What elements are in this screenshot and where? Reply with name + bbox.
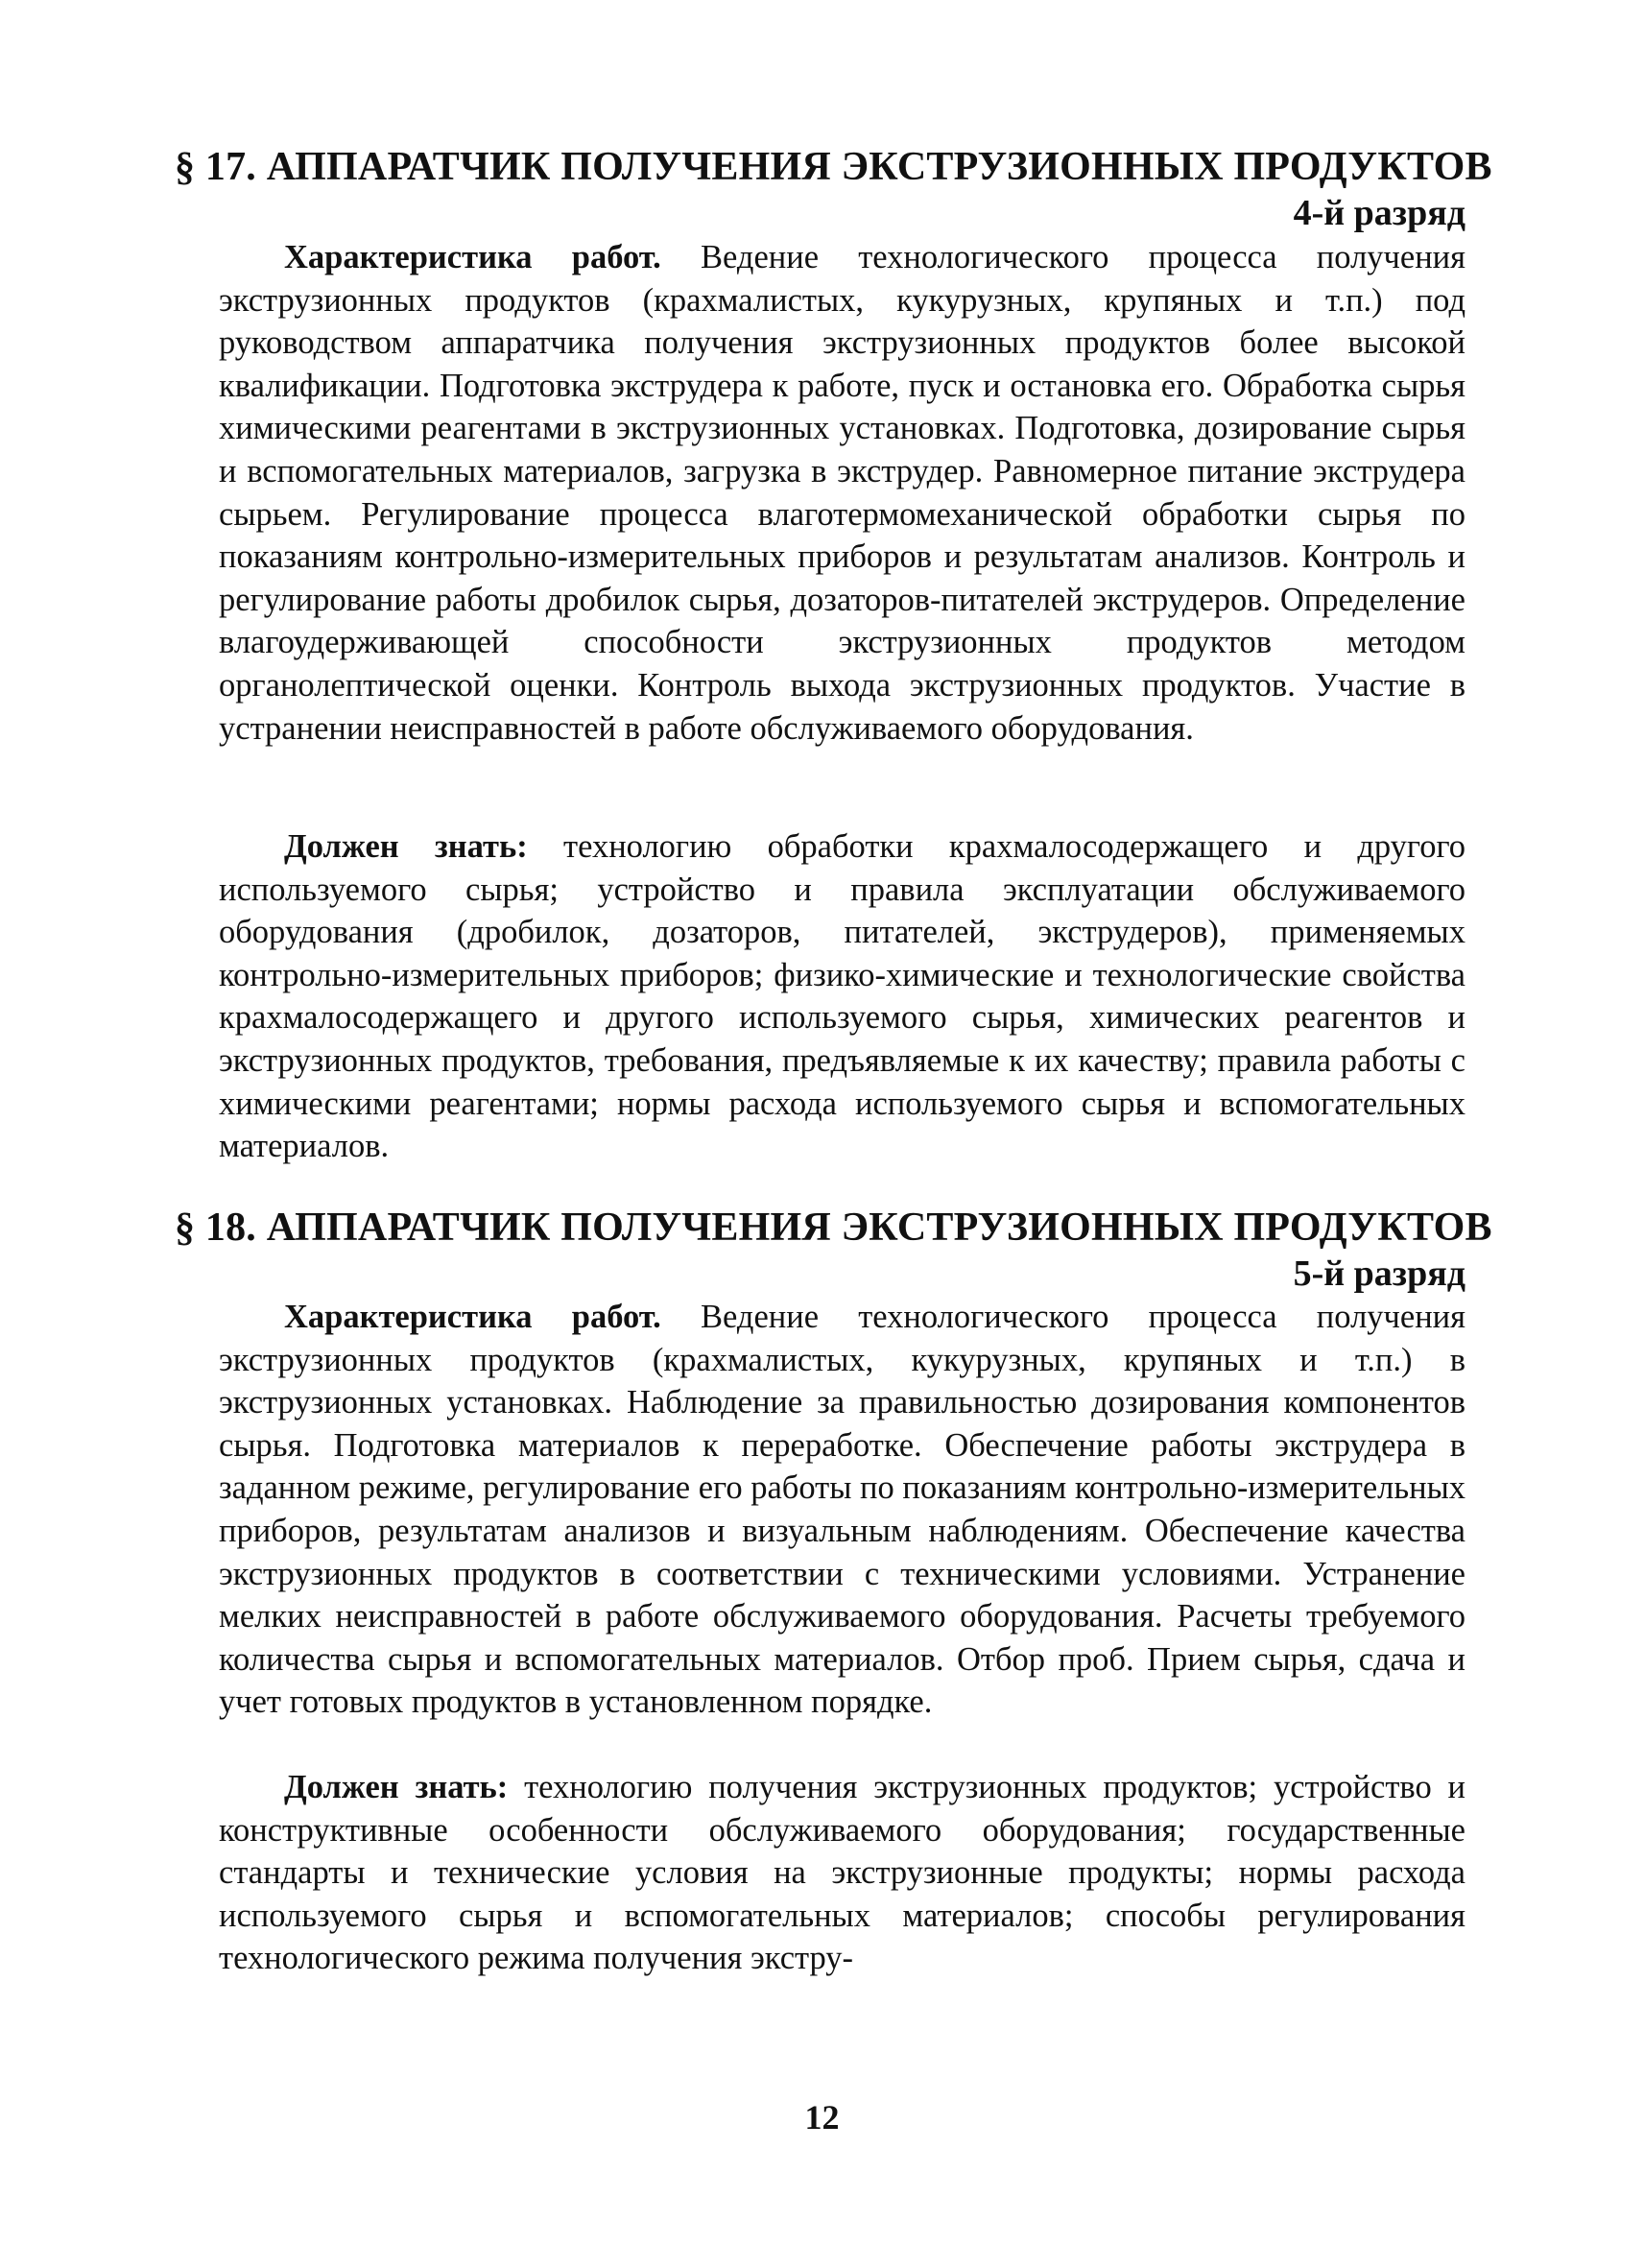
section-17-know-lead: Должен знать: xyxy=(284,828,528,865)
section-17-work-text: Ведение технологического процесса получения экструзионных продуктов (крахмалистых, кукурузных, крупяных и т.п.) под руководством аппаратчика получения экструзионных продуктов более высокой квалификации. Подготовка экструдера к работе, пуск и остановка его. Обработка сырья химическими реагентами в экструзионных установках. Подготовка, дозирование сырья и вспомогательных материалов, загрузка в экструдер. Равномерное питание экструдера сырьем. Регулирование процесса влаготермомеханической обработки сырья по показаниям контрольно-измерительных приборов и результатам анализов. Контроль и регулирование работы дробилок сырья, дозаторов-питателей экструдеров. Определение влагоудерживающей способности экструзионных продуктов методом органолептической оценки. Контроль выхода экструзионных продуктов. Участие в устранении неисправностей в работе обслуживаемого оборудования. xyxy=(219,239,1465,747)
section-18-knowledge xyxy=(219,1766,1465,1980)
section-18-work-text: Ведение технологического процесса получения экструзионных продуктов (крахмалистых, кукурузных, крупяных и т.п.) в экструзионных установках. Наблюдение за правильностью дозирования компонентов сырья. Подготовка материалов к переработке. Обеспечение работы экструдера в заданном режиме, регулирование его работы по показаниям контрольно-измерительных приборов, результатам анализов и визуальным наблюдениям. Обеспечение качества экструзионных продуктов в соответствии с техническими условиями. Устранение мелких неисправностей в работе обслуживаемого оборудования. Расчеты требуемого количества сырья и вспомогательных материалов. Отбор проб. Прием сырья, сдача и учет готовых продуктов в установленном порядке. xyxy=(219,1299,1465,1721)
section-17-work-description xyxy=(219,236,1465,750)
section-18-know-lead: Должен знать: xyxy=(284,1769,509,1805)
section-18-work-lead: Характеристика работ. xyxy=(284,1299,661,1335)
section-18-know-text: технологию получения экструзионных продуктов; устройство и конструктивные особенности обслуживаемого оборудования; государственные стандарты и технические условия на экструзионные продукты; нормы расхода используемого сырья и вспомогательных материалов; способы регулирования технологического режима получения экстру- xyxy=(219,1769,1465,1977)
page-number: 12 xyxy=(804,2098,840,2137)
section-17-know-text: технологию обработки крахмалосодержащего и другого используемого сырья; устройство и правила эксплуатации обслуживаемого оборудования (дробилок, дозаторов, питателей, экструдеров), применяемых контрольно-измерительных приборов; физико-химические и технологические свойства крахмалосодержащего и другого используемого сырья, химических реагентов и экструзионных продуктов, требования, предъявляемые к их качеству; правила работы с химическими реагентами; нормы расхода используемого сырья и вспомогательных материалов. xyxy=(219,828,1465,1165)
section-17-heading: § 17. АППАРАТЧИК ПОЛУЧЕНИЯ ЭКСТРУЗИОННЫХ ПРОДУКТОВ xyxy=(175,145,1492,189)
section-18-work-description xyxy=(219,1296,1465,1724)
section-18-rank: 5-й разряд xyxy=(1293,1253,1465,1294)
section-17-work-lead: Характеристика работ. xyxy=(284,239,661,275)
section-17-rank: 4-й разряд xyxy=(1293,193,1465,233)
section-18-heading: § 18. АППАРАТЧИК ПОЛУЧЕНИЯ ЭКСТРУЗИОННЫХ ПРОДУКТОВ xyxy=(175,1206,1492,1250)
section-17-knowledge xyxy=(219,825,1465,1168)
